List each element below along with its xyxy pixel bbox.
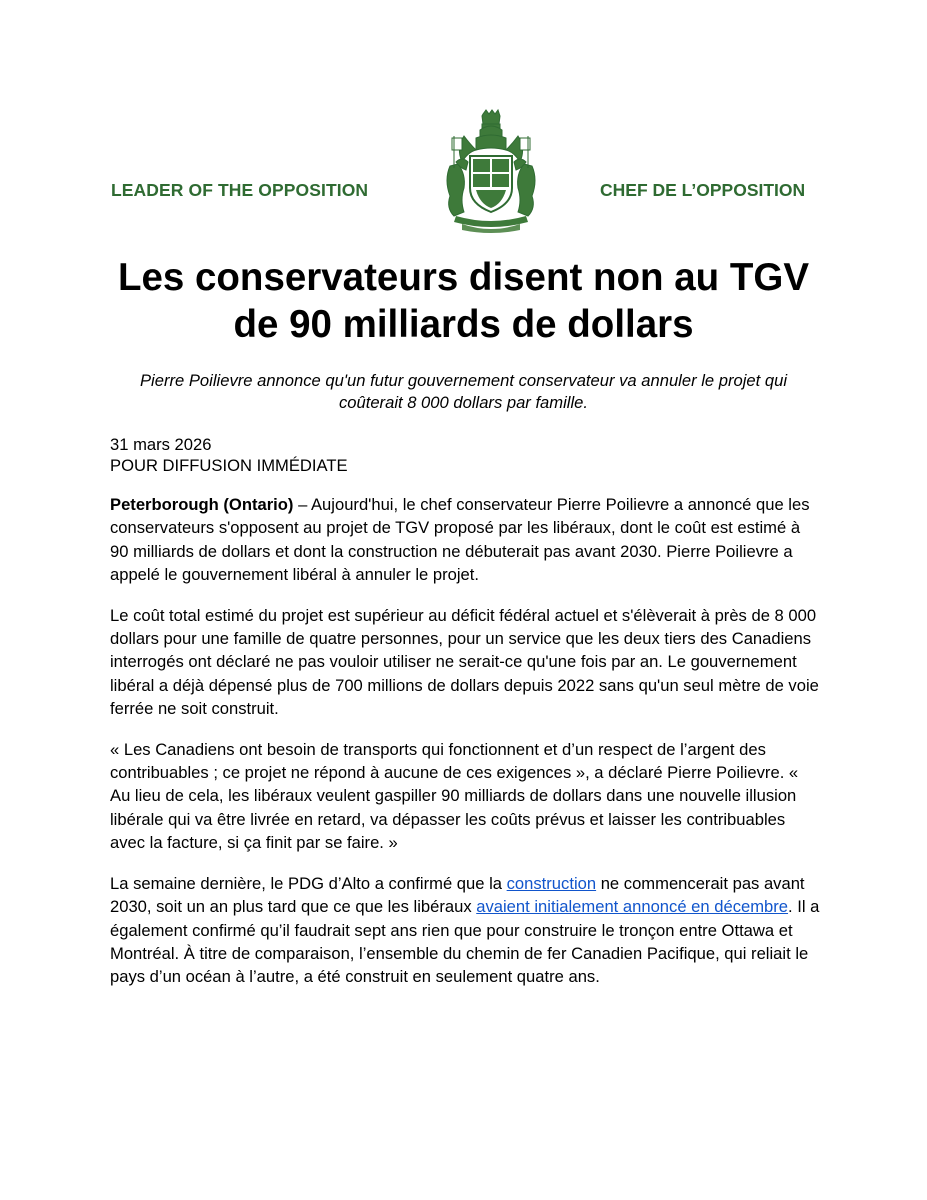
letterhead bbox=[0, 0, 927, 240]
subtitle bbox=[95, 370, 832, 414]
paragraph-4-part-c: . Il a également confirmé qu’il faudrait sept ans rien que pour construire le tronçon entre Ottawa et Montréal. À titre de comparaison, l’ensemble du chemin de fer Canadien Pacifique, qui reliait le pays d’un océan à l’autre, a été construit en seulement quatre ans. bbox=[110, 897, 820, 987]
coat-of-arms-icon bbox=[436, 108, 546, 234]
paragraph-4-part-b: ne commencerait pas avant 2030, soit un an plus tard que ce que les libéraux bbox=[110, 873, 805, 917]
article-body bbox=[110, 493, 822, 1006]
announcement-link[interactable]: avaient initialement annoncé en décembre bbox=[476, 897, 789, 917]
paragraph-4-part-a: La semaine dernière, le PDG d’Alto a confirmé que la bbox=[110, 873, 507, 893]
letterhead-french: CHEF DE L’OPPOSITION bbox=[600, 180, 806, 200]
paragraph-2: Le coût total estimé du projet est supérieur au déficit fédéral actuel et s'élèverait à près de 8 000 dollars pour une famille de quatre personnes, pour un service que les deux tiers des Canadiens interrogés ont déclaré ne pas vouloir utiliser ne serait-ce qu'une fois par an. Le gouvernement libéral a déjà dépensé plus de 700 millions de dollars depuis 2022 sans qu'un seul mètre de voie ferrée ne soit construit. bbox=[110, 605, 819, 719]
subtitle-line-2: coûterait 8 000 dollars par famille. bbox=[338, 393, 589, 412]
paragraph-1-text: – Aujourd'hui, le chef conservateur Pierre Poilievre a annoncé que les conservateurs s'opposent au projet de TGV proposé par les libéraux, dont le coût est estimé à 90 milliards de dollars et dont la construction ne débuterait pas avant 2030. Pierre Poilievre a appelé le gouvernement libéral à annuler le projet. bbox=[110, 495, 810, 585]
release-date: 31 mars 2026 bbox=[110, 435, 212, 454]
subtitle-line-1: Pierre Poilievre annonce qu'un futur gouvernement conservateur va annuler le projet qui bbox=[139, 371, 788, 390]
date-block bbox=[110, 434, 348, 476]
page-title bbox=[60, 254, 867, 348]
release-notice: POUR DIFFUSION IMMÉDIATE bbox=[110, 456, 348, 475]
letterhead-english: LEADER OF THE OPPOSITION bbox=[111, 180, 369, 200]
dateline: Peterborough (Ontario) bbox=[110, 495, 294, 514]
title-line-2: de 90 milliards de dollars bbox=[233, 303, 694, 346]
paragraph-4 bbox=[110, 872, 822, 989]
title-line-1: Les conservateurs disent non au TGV bbox=[117, 256, 810, 299]
paragraph-1 bbox=[110, 493, 822, 587]
paragraph-3: « Les Canadiens ont besoin de transports qui fonctionnent et d’un respect de l’argent des contribuables ; ce projet ne répond à aucune de ces exigences », a déclaré Pierre Poilievre. « Au lieu de cela, les libéraux veulent gaspiller 90 milliards de dollars dans une nouvelle illusion libérale qui va être livrée en retard, va dépasser les coûts prévus et laisser les contribuables avec la facture, si ça finit par se faire. » bbox=[110, 739, 799, 853]
construction-link[interactable]: construction bbox=[506, 873, 597, 893]
